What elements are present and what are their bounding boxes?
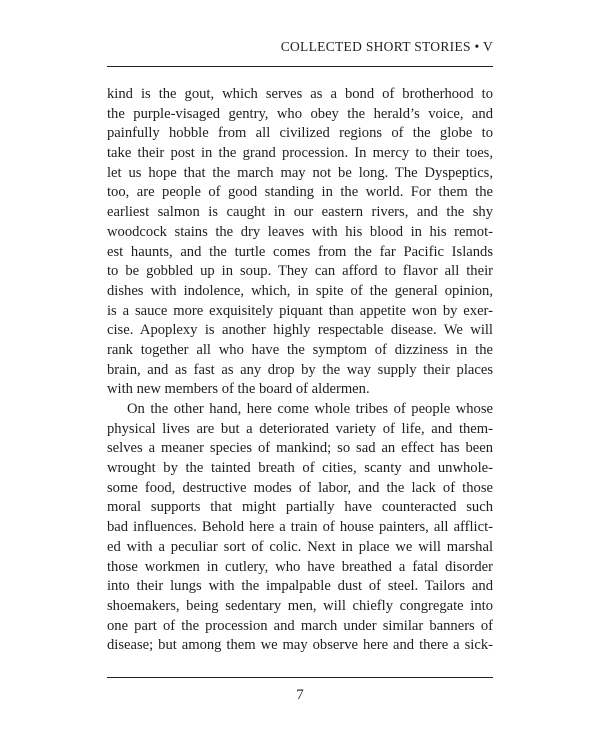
- text-line: painfully hobble from all civilized regions of the globe to: [107, 125, 493, 142]
- text-line: ed with a peculiar sort of colic. Next in place we will marshal: [107, 538, 493, 555]
- text-line: take their post in the grand procession. In mercy to their toes,: [107, 145, 493, 162]
- text-line: kind is the gout, which serves as a bond of brotherhood to: [107, 86, 493, 102]
- text-line: wrought by the tainted breath of cities, scanty and unwhole-: [107, 460, 493, 477]
- text-line: selves a meaner species of mankind; so sad an effect has been: [107, 440, 493, 457]
- text-line: with new members of the board of aldermen.: [107, 381, 370, 398]
- body-text: [107, 85, 493, 656]
- text-line: brain, and as fast as any drop by the way supply their places: [107, 361, 493, 378]
- text-line: bad influences. Behold here a train of house painters, all afflict-: [107, 519, 493, 536]
- text-line: est haunts, and the turtle comes from the far Pacific Islands: [107, 243, 493, 260]
- running-header: COLLECTED SHORT STORIES • V: [280, 39, 493, 54]
- header-rule: [107, 66, 493, 67]
- text-line: physical lives are but a deteriorated variety of life, and them-: [107, 420, 493, 437]
- text-line: let us hope that the march may not be long. The Dyspeptics,: [107, 164, 493, 181]
- text-line: too, are people of good standing in the world. For them the: [107, 184, 493, 201]
- text-line: the purple-visaged gentry, who obey the herald’s voice, and: [107, 105, 493, 122]
- text-line: earliest salmon is caught in our eastern rivers, and the shy: [107, 204, 493, 221]
- text-line: rank together all who have the symptom of dizziness in the: [107, 341, 493, 358]
- text-line: shoemakers, being sedentary men, will chiefly congregate into: [107, 597, 493, 614]
- text-line: to be gobbled up in soup. They can afford to flavor all their: [107, 263, 493, 280]
- text-line: dishes with indolence, which, in spite of the general opinion,: [107, 282, 493, 299]
- text-line: moral supports that might partially have counteracted such: [107, 499, 493, 516]
- text-line: some food, destructive modes of labor, and the lack of those: [107, 479, 493, 496]
- text-line: those workmen in cutlery, who have breathed a fatal disorder: [107, 558, 493, 575]
- text-line: into their lungs with the impalpable dust of steel. Tailors and: [107, 578, 493, 595]
- text-line: On the other hand, here come whole tribes of people whose: [127, 401, 493, 417]
- footer-rule: [107, 677, 493, 678]
- text-line: disease; but among them we may observe here and there a sick-: [107, 637, 493, 654]
- text-line: cise. Apoplexy is another highly respectable disease. We will: [107, 322, 493, 339]
- page-number: 7: [296, 687, 304, 703]
- text-line: one part of the procession and march under similar banners of: [107, 617, 493, 634]
- text-line: is a sauce more exquisitely piquant than appetite won by exer-: [107, 302, 493, 319]
- text-line: woodcock stains the dry leaves with his blood in his remot-: [107, 223, 493, 240]
